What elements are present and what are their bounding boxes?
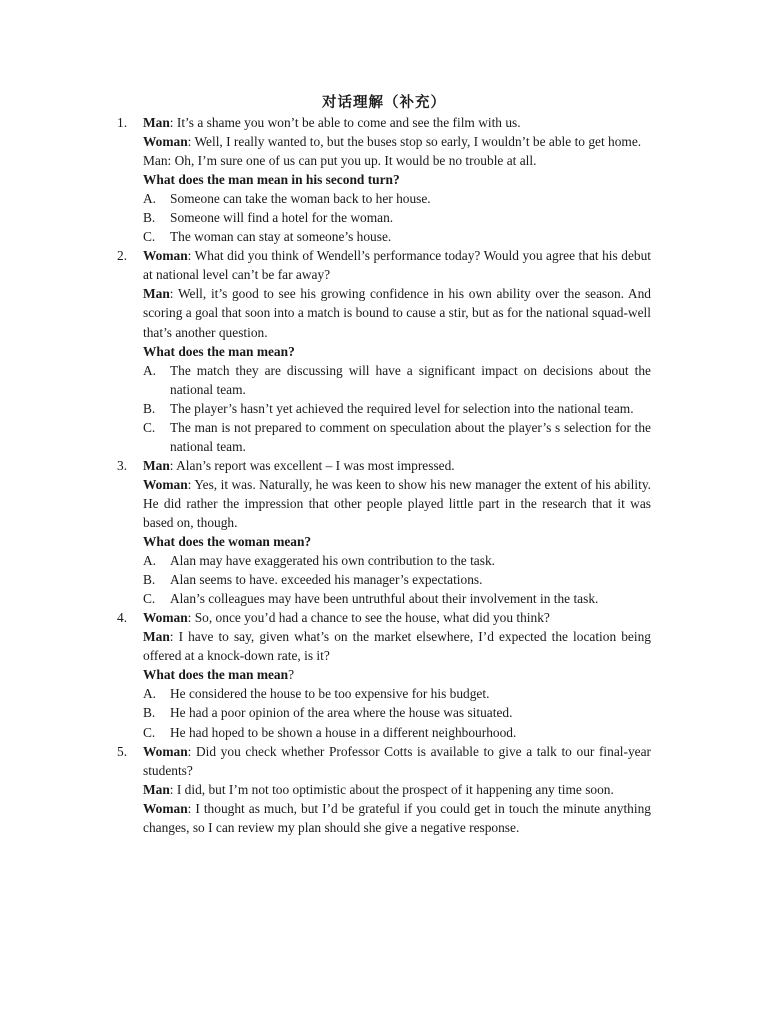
speaker-label: Woman xyxy=(143,743,188,759)
answer-options xyxy=(143,551,651,608)
dialogue-text: : I have to say, given what’s on the market elsewhere, I’d expected the location being offered at a knock-down rate, is it? xyxy=(143,629,651,664)
question-prompt xyxy=(143,665,651,684)
answer-option xyxy=(143,551,651,570)
question-prompt xyxy=(143,532,651,551)
dialogue-line xyxy=(143,627,651,665)
option-letter: B. xyxy=(143,572,156,588)
dialogue-line xyxy=(143,151,651,170)
dialogue-line xyxy=(143,113,651,132)
dialogue-line xyxy=(143,475,651,532)
dialogue-text: : I thought as much, but I’d be grateful if you could get in touch the minute anything changes, so I can review my plan should she give a negative response. xyxy=(143,800,651,835)
question-item xyxy=(117,742,651,837)
dialogue-line xyxy=(143,780,651,799)
answer-option xyxy=(143,361,651,399)
dialogue-text: : Alan’s report was excellent – I was most impressed. xyxy=(169,457,455,473)
question-prompt-text: What does the man mean xyxy=(143,667,289,683)
dialogue-text: : I did, but I’m not too optimistic about the prospect of it happening any time soon. xyxy=(169,781,614,797)
dialogue-line xyxy=(143,246,651,284)
speaker-label: Man xyxy=(143,286,170,302)
option-letter: A. xyxy=(143,191,157,207)
answer-option xyxy=(143,418,651,456)
dialogue-text: : It’s a shame you won’t be able to come and see the film with us. xyxy=(169,115,521,130)
option-letter: C. xyxy=(143,591,156,607)
option-text: The man is not prepared to comment on speculation about the player’s s selection for the national team. xyxy=(170,419,651,454)
option-text: He had hoped to be shown a house in a different neighbourhood. xyxy=(170,724,517,740)
speaker-label: Woman xyxy=(143,248,188,264)
dialogue-text: Man: Oh, I’m sure one of us can put you up. It would be no trouble at all. xyxy=(143,153,537,169)
dialogue-line xyxy=(143,742,651,780)
option-letter: A. xyxy=(143,686,157,702)
option-text: The player’s hasn’t yet achieved the required level for selection into the national team. xyxy=(170,400,634,416)
answer-option xyxy=(143,227,651,246)
question-prompt-text: What does the man mean in his second turn? xyxy=(143,172,400,188)
question-number: 3. xyxy=(117,457,128,473)
question-list xyxy=(117,113,651,837)
dialogue-line xyxy=(143,132,651,151)
question-item xyxy=(117,113,651,246)
page-title: 对话理解（补充） xyxy=(322,95,446,111)
option-letter: C. xyxy=(143,419,156,435)
option-letter: B. xyxy=(143,400,156,416)
dialogue-line xyxy=(143,284,651,341)
option-letter: A. xyxy=(143,362,157,378)
dialogue-text: : Well, I really wanted to, but the buses stop so early, I wouldn’t be able to get home. xyxy=(187,134,642,150)
speaker-label: Woman xyxy=(143,134,188,150)
option-text: Alan seems to have. exceeded his manager’s expectations. xyxy=(170,572,483,588)
option-letter: C. xyxy=(143,229,156,245)
speaker-label: Man xyxy=(143,115,170,130)
option-text: Someone will find a hotel for the woman. xyxy=(170,210,394,226)
dialogue-text: : What did you think of Wendell’s performance today? Would you agree that his debut at national level can’t be far away? xyxy=(143,248,651,283)
dialogue-text: : Did you check whether Professor Cotts is available to give a talk to our final-year students? xyxy=(143,743,651,778)
question-item xyxy=(117,456,651,608)
option-text: Alan may have exaggerated his own contribution to the task. xyxy=(170,553,496,569)
question-number: 1. xyxy=(117,115,128,130)
question-prompt xyxy=(143,170,651,189)
option-text: The woman can stay at someone’s house. xyxy=(170,229,392,245)
dialogue-text: : So, once you’d had a chance to see the house, what did you think? xyxy=(187,610,550,626)
answer-option xyxy=(143,189,651,208)
option-text: He had a poor opinion of the area where the house was situated. xyxy=(170,705,513,721)
option-text: The match they are discussing will have a significant impact on decisions about the national team. xyxy=(170,362,651,397)
dialogue-line xyxy=(143,608,651,627)
speaker-label: Woman xyxy=(143,800,188,816)
answer-option xyxy=(143,723,651,742)
dialogue-line xyxy=(143,456,651,475)
question-body xyxy=(143,742,651,837)
option-letter: C. xyxy=(143,724,156,740)
speaker-label: Woman xyxy=(143,610,188,626)
question-prompt xyxy=(143,342,651,361)
option-text: Alan’s colleagues may have been untruthful about their involvement in the task. xyxy=(170,591,599,607)
answer-option xyxy=(143,703,651,722)
question-number: 2. xyxy=(117,248,128,264)
answer-option xyxy=(143,208,651,227)
answer-option xyxy=(143,570,651,589)
question-body xyxy=(143,113,651,246)
option-letter: A. xyxy=(143,553,157,569)
speaker-label: Man xyxy=(143,629,170,645)
option-text: He considered the house to be too expensive for his budget. xyxy=(170,686,490,702)
option-letter: B. xyxy=(143,210,156,226)
answer-option xyxy=(143,589,651,608)
answer-options xyxy=(143,361,651,456)
question-item xyxy=(117,608,651,741)
question-prompt-tail: ? xyxy=(288,667,295,683)
question-body xyxy=(143,456,651,608)
question-number: 5. xyxy=(117,743,128,759)
speaker-label: Man xyxy=(143,457,170,473)
dialogue-text: : Yes, it was. Naturally, he was keen to show his new manager the extent of his ability. He did rather the impression that other people played little part in the research that it was based on, though. xyxy=(143,476,651,530)
option-letter: B. xyxy=(143,705,156,721)
question-prompt-text: What does the woman mean? xyxy=(143,534,312,550)
question-item xyxy=(117,246,651,456)
answer-option xyxy=(143,684,651,703)
answer-options xyxy=(143,684,651,741)
dialogue-line xyxy=(143,799,651,837)
dialogue-text: : Well, it’s good to see his growing confidence in his own ability over the season. And scoring a goal that soon into a match is bound to cause a stir, but as for the national squad-well that’s another question. xyxy=(143,286,651,340)
question-body xyxy=(143,246,651,456)
answer-options xyxy=(143,189,651,246)
option-text: Someone can take the woman back to her house. xyxy=(170,191,431,207)
question-prompt-text: What does the man mean? xyxy=(143,343,295,359)
answer-option xyxy=(143,399,651,418)
question-number: 4. xyxy=(117,610,128,626)
speaker-label: Man xyxy=(143,781,170,797)
speaker-label: Woman xyxy=(143,476,188,492)
question-body xyxy=(143,608,651,741)
